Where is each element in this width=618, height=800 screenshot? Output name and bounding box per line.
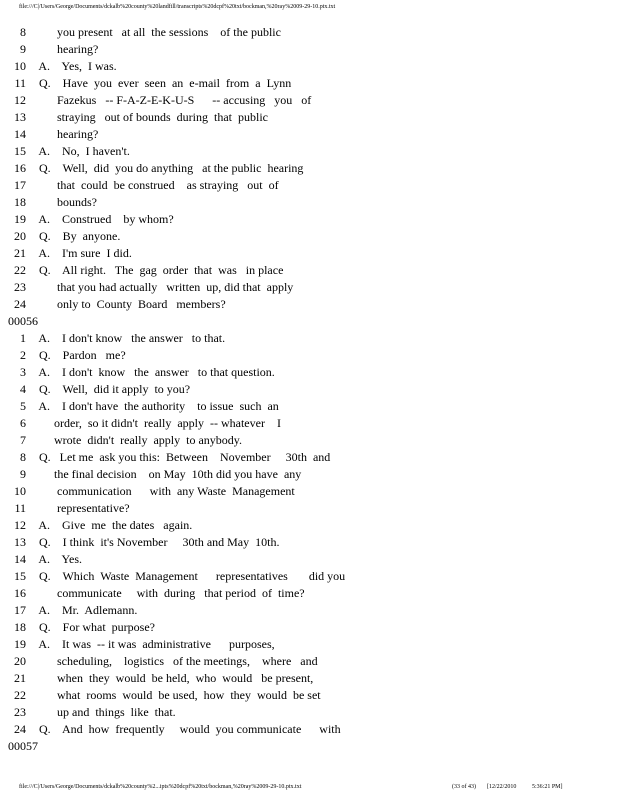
transcript-line — [0, 381, 618, 398]
line-number: 2 — [20, 348, 26, 362]
line-number: 13 — [14, 110, 26, 124]
line-text: hearing? — [36, 127, 99, 141]
line-number: 14 — [14, 127, 26, 141]
line-number: 12 — [14, 518, 26, 532]
line-number: 22 — [14, 263, 26, 277]
line-number: 22 — [14, 688, 26, 702]
line-text: Q. Have you ever seen an e-mail from a Lynn — [36, 76, 292, 90]
transcript-line — [0, 415, 618, 432]
footer-time: 5:36:21 PM] — [532, 784, 563, 790]
transcript-line — [0, 398, 618, 415]
line-text: that could be construed as straying out of — [36, 178, 279, 192]
line-text: A. I don't know the answer to that question. — [36, 365, 275, 379]
transcript-line — [0, 211, 618, 228]
line-text: only to County Board members? — [36, 297, 226, 311]
line-number: 10 — [14, 59, 26, 73]
line-number: 9 — [20, 42, 26, 56]
line-text: A. I don't have the authority to issue such an — [36, 399, 279, 413]
line-number: 19 — [14, 637, 26, 651]
transcript-line — [0, 143, 618, 160]
line-number: 16 — [14, 161, 26, 175]
transcript-body — [0, 24, 618, 755]
line-text: Fazekus -- F-A-Z-E-K-U-S -- accusing you of — [36, 93, 312, 107]
line-text: Q. Well, did it apply to you? — [36, 382, 191, 396]
line-text: A. Give me the dates again. — [36, 518, 193, 532]
transcript-line — [0, 517, 618, 534]
transcript-line — [0, 449, 618, 466]
transcript-line — [0, 364, 618, 381]
line-number: 9 — [20, 467, 26, 481]
line-text: bounds? — [36, 195, 97, 209]
line-number: 8 — [20, 25, 26, 39]
line-text: straying out of bounds during that public — [36, 110, 268, 124]
line-number: 20 — [14, 654, 26, 668]
transcript-line — [0, 670, 618, 687]
line-number: 21 — [14, 246, 26, 260]
line-text: A. Yes. — [36, 552, 83, 566]
transcript-line — [0, 92, 618, 109]
transcript-line — [0, 500, 618, 517]
line-text: A. It was -- it was administrative purposes, — [36, 637, 275, 651]
header-file-path: file:///C|/Users/George/Documents/dckalb%20county%20landfill/transcripts%20dcpf%20txt/bockman,%20ray%2009-29-10.ptx.txt — [19, 4, 336, 10]
line-number: 24 — [14, 722, 26, 736]
transcript-line — [0, 262, 618, 279]
line-text: Q. All right. The gag order that was in place — [36, 263, 284, 277]
line-text: A. Mr. Adlemann. — [36, 603, 138, 617]
line-text: hearing? — [36, 42, 99, 56]
line-text: what rooms would be used, how they would be set — [36, 688, 321, 702]
line-number: 21 — [14, 671, 26, 685]
line-text: you present at all the sessions of the public — [36, 25, 281, 39]
line-number: 13 — [14, 535, 26, 549]
line-number: 15 — [14, 144, 26, 158]
line-text: Q. Well, did you do anything at the public hearing — [36, 161, 304, 175]
footer-file-path: file:///C|/Users/George/Documents/dckalb%20county%2...ipts%20dcpf%20txt/bockman,%20ray%2009-29-10.ptx.txt — [19, 784, 302, 790]
transcript-line — [0, 194, 618, 211]
line-text: A. No, I haven't. — [36, 144, 130, 158]
line-text: Q. By anyone. — [36, 229, 121, 243]
line-number: 24 — [14, 297, 26, 311]
transcript-line — [0, 160, 618, 177]
transcript-line — [0, 279, 618, 296]
transcript-line — [0, 41, 618, 58]
transcript-line — [0, 58, 618, 75]
transcript-line — [0, 551, 618, 568]
line-number: 10 — [14, 484, 26, 498]
transcript-line — [0, 534, 618, 551]
line-text: order, so it didn't really apply -- whatever I — [36, 416, 281, 430]
line-number: 3 — [20, 365, 26, 379]
line-text: communicate with during that period of time? — [36, 586, 305, 600]
transcript-line — [0, 245, 618, 262]
line-number: 17 — [14, 178, 26, 192]
line-text: A. I don't know the answer to that. — [36, 331, 226, 345]
line-number: 17 — [14, 603, 26, 617]
transcript-line — [0, 75, 618, 92]
line-number: 12 — [14, 93, 26, 107]
page-marker — [0, 738, 618, 755]
page-number: 00056 — [8, 314, 38, 328]
transcript-line — [0, 466, 618, 483]
line-text: Q. Let me ask you this: Between November 30th and — [36, 450, 331, 464]
line-text: the final decision on May 10th did you have any — [36, 467, 302, 481]
line-number: 8 — [20, 450, 26, 464]
transcript-line — [0, 585, 618, 602]
transcript-line — [0, 296, 618, 313]
line-text: communication with any Waste Management — [36, 484, 295, 498]
transcript-line — [0, 721, 618, 738]
line-number: 6 — [20, 416, 26, 430]
line-text: representative? — [36, 501, 130, 515]
transcript-line — [0, 619, 618, 636]
line-text: when they would be held, who would be present, — [36, 671, 314, 685]
line-number: 23 — [14, 705, 26, 719]
transcript-line — [0, 636, 618, 653]
line-number: 1 — [20, 331, 26, 345]
line-text: Q. And how frequently would you communicate with — [36, 722, 341, 736]
line-number: 7 — [20, 433, 26, 447]
line-text: wrote didn't really apply to anybody. — [36, 433, 243, 447]
line-text: A. Construed by whom? — [36, 212, 174, 226]
line-text: that you had actually written up, did that apply — [36, 280, 294, 294]
transcript-line — [0, 177, 618, 194]
line-number: 18 — [14, 195, 26, 209]
line-text: Q. I think it's November 30th and May 10th. — [36, 535, 280, 549]
transcript-line — [0, 704, 618, 721]
line-number: 5 — [20, 399, 26, 413]
transcript-line — [0, 687, 618, 704]
transcript-line — [0, 228, 618, 245]
line-text: Q. Pardon me? — [36, 348, 126, 362]
transcript-line — [0, 568, 618, 585]
transcript-line — [0, 602, 618, 619]
transcript-line — [0, 109, 618, 126]
line-number: 4 — [20, 382, 26, 396]
line-number: 19 — [14, 212, 26, 226]
page-marker — [0, 313, 618, 330]
line-text: up and things like that. — [36, 705, 176, 719]
line-number: 18 — [14, 620, 26, 634]
transcript-line — [0, 432, 618, 449]
line-text: scheduling, logistics of the meetings, where and — [36, 654, 318, 668]
line-number: 11 — [14, 76, 26, 90]
line-number: 15 — [14, 569, 26, 583]
transcript-line — [0, 653, 618, 670]
transcript-line — [0, 330, 618, 347]
transcript-line — [0, 483, 618, 500]
line-text: A. I'm sure I did. — [36, 246, 132, 260]
line-number: 11 — [14, 501, 26, 515]
line-text: Q. Which Waste Management representatives did you — [36, 569, 346, 583]
page-number: 00057 — [8, 739, 38, 753]
line-number: 14 — [14, 552, 26, 566]
line-number: 20 — [14, 229, 26, 243]
line-number: 16 — [14, 586, 26, 600]
transcript-line — [0, 24, 618, 41]
footer-date: [12/22/2010 — [487, 784, 517, 790]
transcript-line — [0, 126, 618, 143]
line-number: 23 — [14, 280, 26, 294]
line-text: Q. For what purpose? — [36, 620, 155, 634]
transcript-line — [0, 347, 618, 364]
line-text: A. Yes, I was. — [36, 59, 117, 73]
footer-page-count: (33 of 43) — [452, 784, 476, 790]
